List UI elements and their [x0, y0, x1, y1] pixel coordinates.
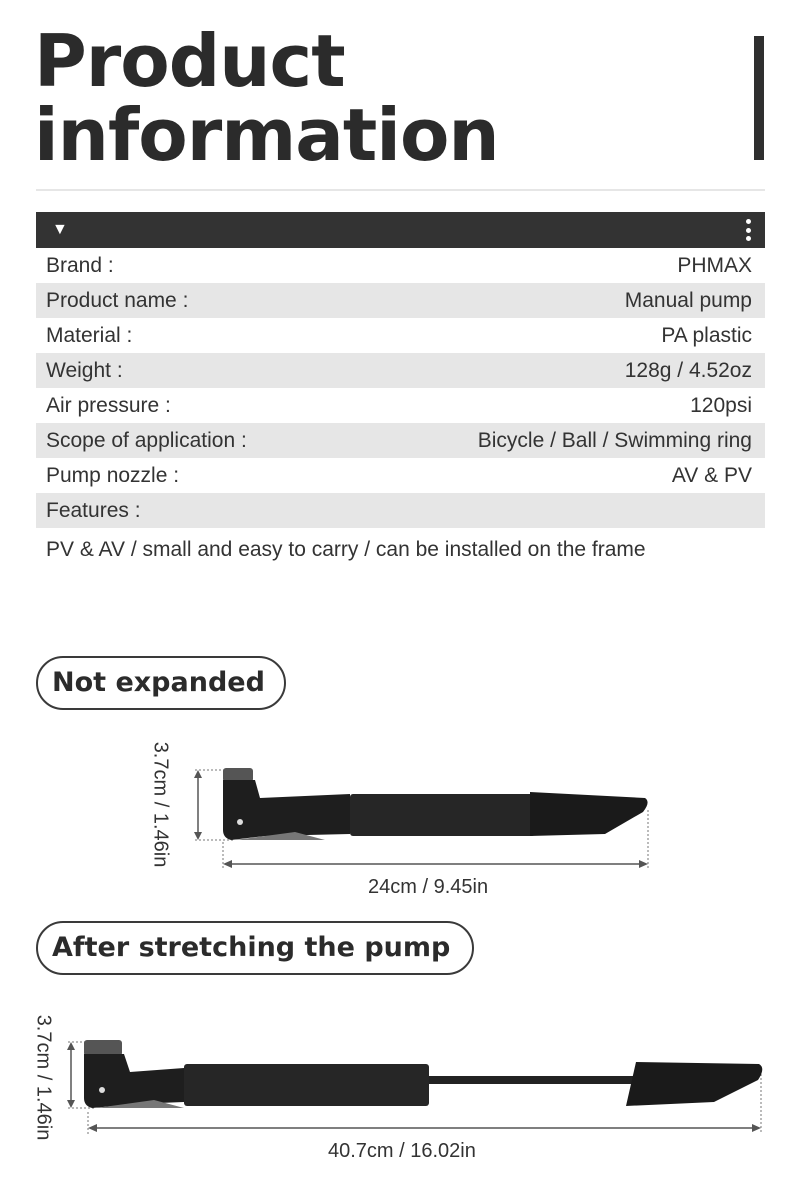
spec-row-air-pressure [36, 388, 765, 423]
page-title [34, 19, 499, 177]
spec-row-brand [36, 248, 765, 283]
spec-label: Material : [46, 324, 133, 347]
spec-label: Weight : [46, 359, 123, 382]
spec-table [36, 248, 765, 528]
not-expanded-length-dim: 24cm / 9.45in [368, 876, 489, 898]
features-description: PV & AV / small and easy to carry / can be installed on the frame [46, 538, 646, 561]
spec-label: Brand : [46, 254, 114, 277]
title-divider [36, 189, 765, 191]
stretched-length-dim: 40.7cm / 16.02in [328, 1140, 476, 1162]
spec-value: Bicycle / Ball / Swimming ring [477, 429, 752, 452]
stretched-height-dim: 3.7cm / 1.46in [32, 1014, 55, 1141]
spec-row-weight [36, 353, 765, 388]
spec-label: Features : [46, 499, 141, 522]
pump-not-expanded-image [185, 760, 665, 875]
not-expanded-label: Not expanded [36, 656, 286, 710]
title-accent-bar [754, 36, 764, 160]
spec-value: PHMAX [677, 254, 752, 277]
spec-row-material [36, 318, 765, 353]
vertical-dots-icon [746, 219, 752, 243]
spec-label: Scope of application : [46, 429, 247, 452]
title-line-1: Product [34, 19, 345, 103]
spec-row-pump-nozzle [36, 458, 765, 493]
after-stretching-label: After stretching the pump [36, 921, 474, 975]
spec-value: Manual pump [624, 289, 752, 312]
spec-value: PA plastic [661, 324, 752, 347]
not-expanded-height-dim: 3.7cm / 1.46in [149, 741, 172, 868]
spec-row-features [36, 493, 765, 528]
spec-value: 128g / 4.52oz [624, 359, 752, 382]
pump-stretched-image [64, 1030, 769, 1140]
triangle-down-icon: ▼ [52, 221, 68, 238]
title-line-2: information [34, 93, 499, 177]
spec-table-header [36, 212, 765, 248]
spec-label: Pump nozzle : [46, 464, 180, 487]
spec-value: AV & PV [671, 464, 752, 487]
spec-label: Product name : [46, 289, 189, 312]
spec-row-scope [36, 423, 765, 458]
spec-row-product-name [36, 283, 765, 318]
spec-value: 120psi [690, 394, 752, 417]
spec-label: Air pressure : [46, 394, 171, 417]
